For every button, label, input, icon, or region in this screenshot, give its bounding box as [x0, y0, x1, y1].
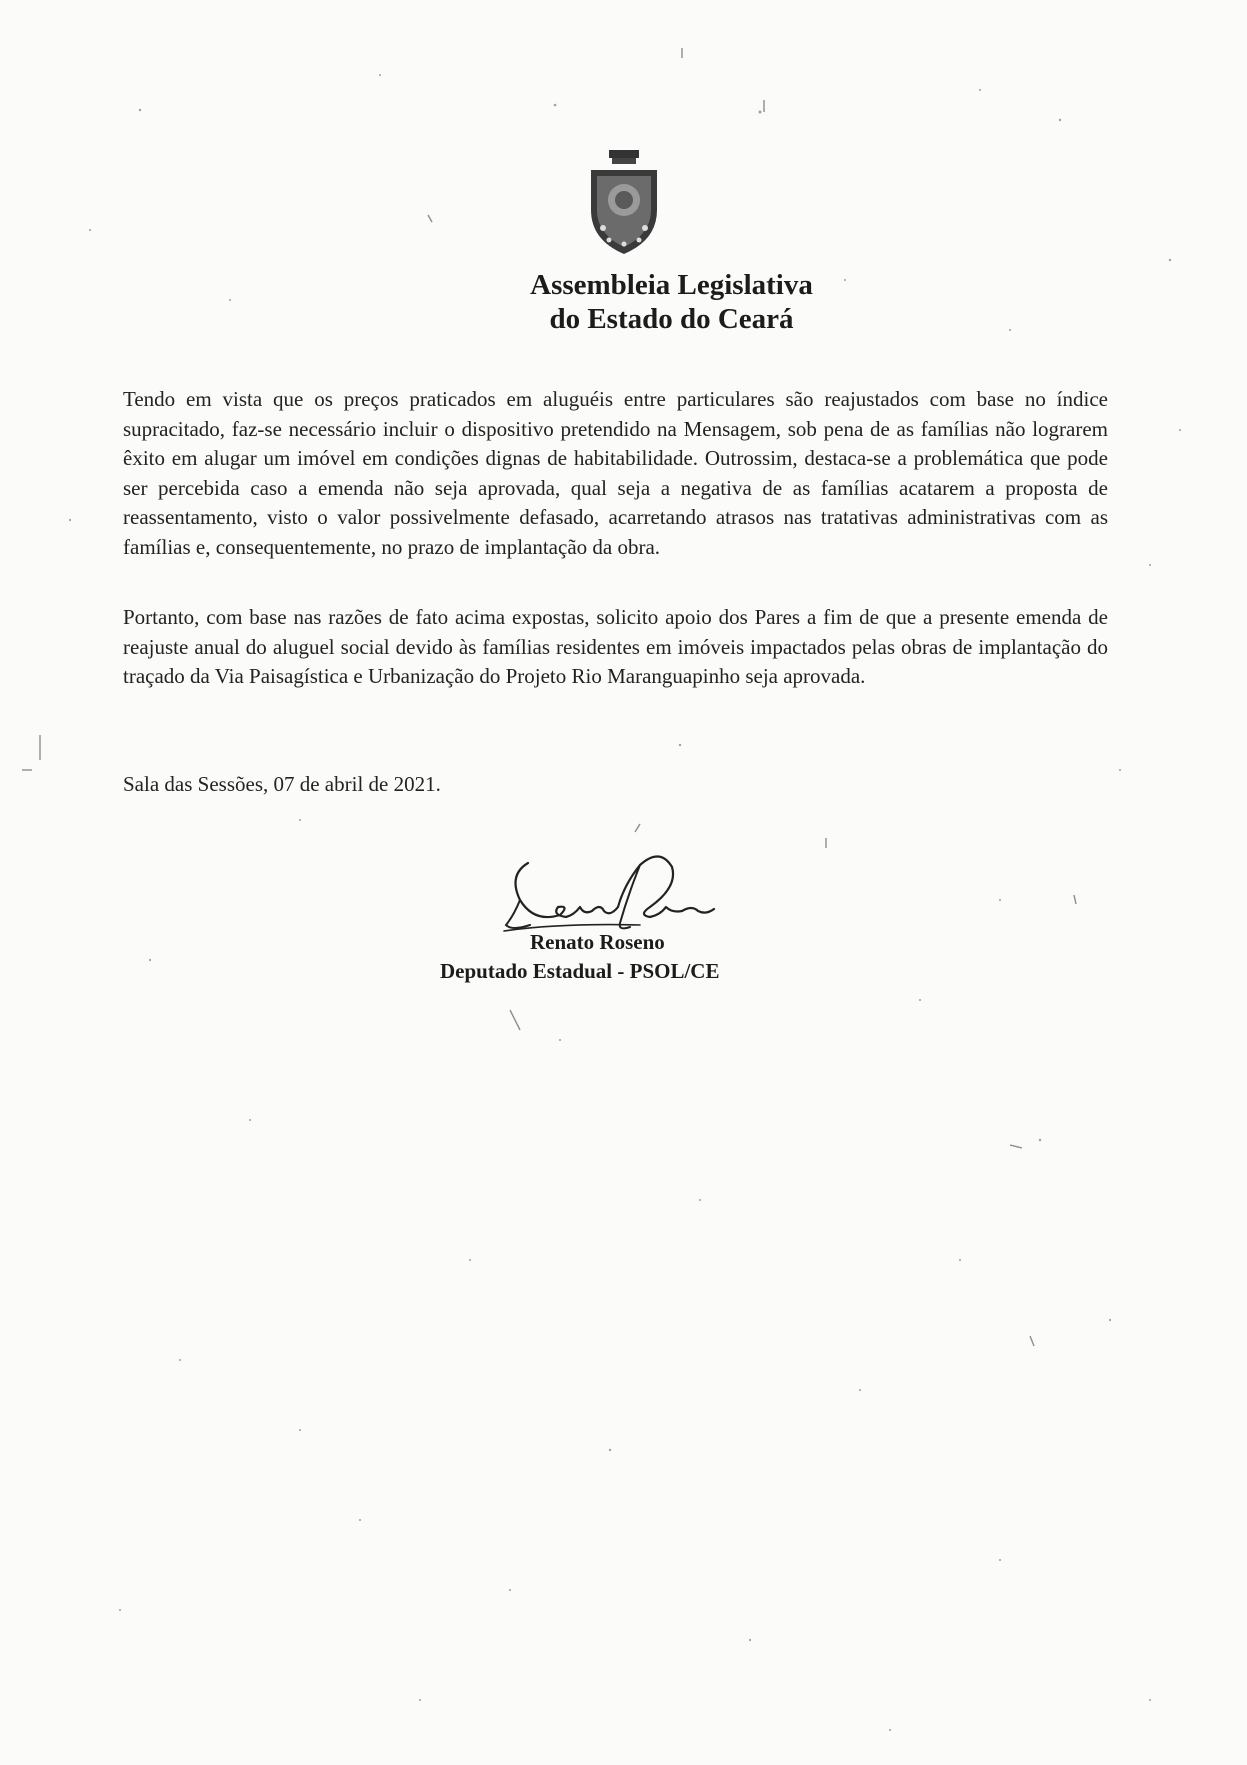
- signer-role: Deputado Estadual - PSOL/CE: [440, 959, 720, 983]
- coat-of-arms-icon: [579, 148, 669, 258]
- closing-date-line: Sala das Sessões, 07 de abril de 2021.: [123, 772, 441, 796]
- organization-name-line-2: do Estado do Ceará: [549, 303, 794, 335]
- body-paragraph-2: Portanto, com base nas razões de fato acima expostas, solicito apoio dos Pares a fim de que a presente emenda de reajuste anual do aluguel social devido às famílias residentes em imóveis impactados pelas obras de implantação do traçado da Via Paisagística e Urbanização do Projeto Rio Maranguapinho seja aprovada.: [123, 605, 1108, 688]
- signer-name: Renato Roseno: [530, 930, 665, 954]
- signature-block: [440, 845, 800, 990]
- letterhead: [0, 148, 1247, 336]
- organization-name-line-1: Assembleia Legislativa: [530, 269, 813, 301]
- body-paragraph-1: Tendo em vista que os preços praticados em aluguéis entre particulares são reajustados com base no índice supracitado, faz-se necessário incluir o dispositivo pretendido na Mensagem, sob pena de as famílias não lograrem êxito em alugar um imóvel em condições dignas de habitabilidade. Outrossim, destaca-se a problemática que pode ser percebida caso a emenda não seja aprovada, qual seja a negativa de as famílias acatarem a proposta de reassentamento, visto o valor possivelmente defasado, acarretando atrasos nas tratativas administrativas com as famílias e, consequentemente, no prazo de implantação da obra.: [123, 387, 1108, 559]
- organization-name: [0, 268, 1247, 336]
